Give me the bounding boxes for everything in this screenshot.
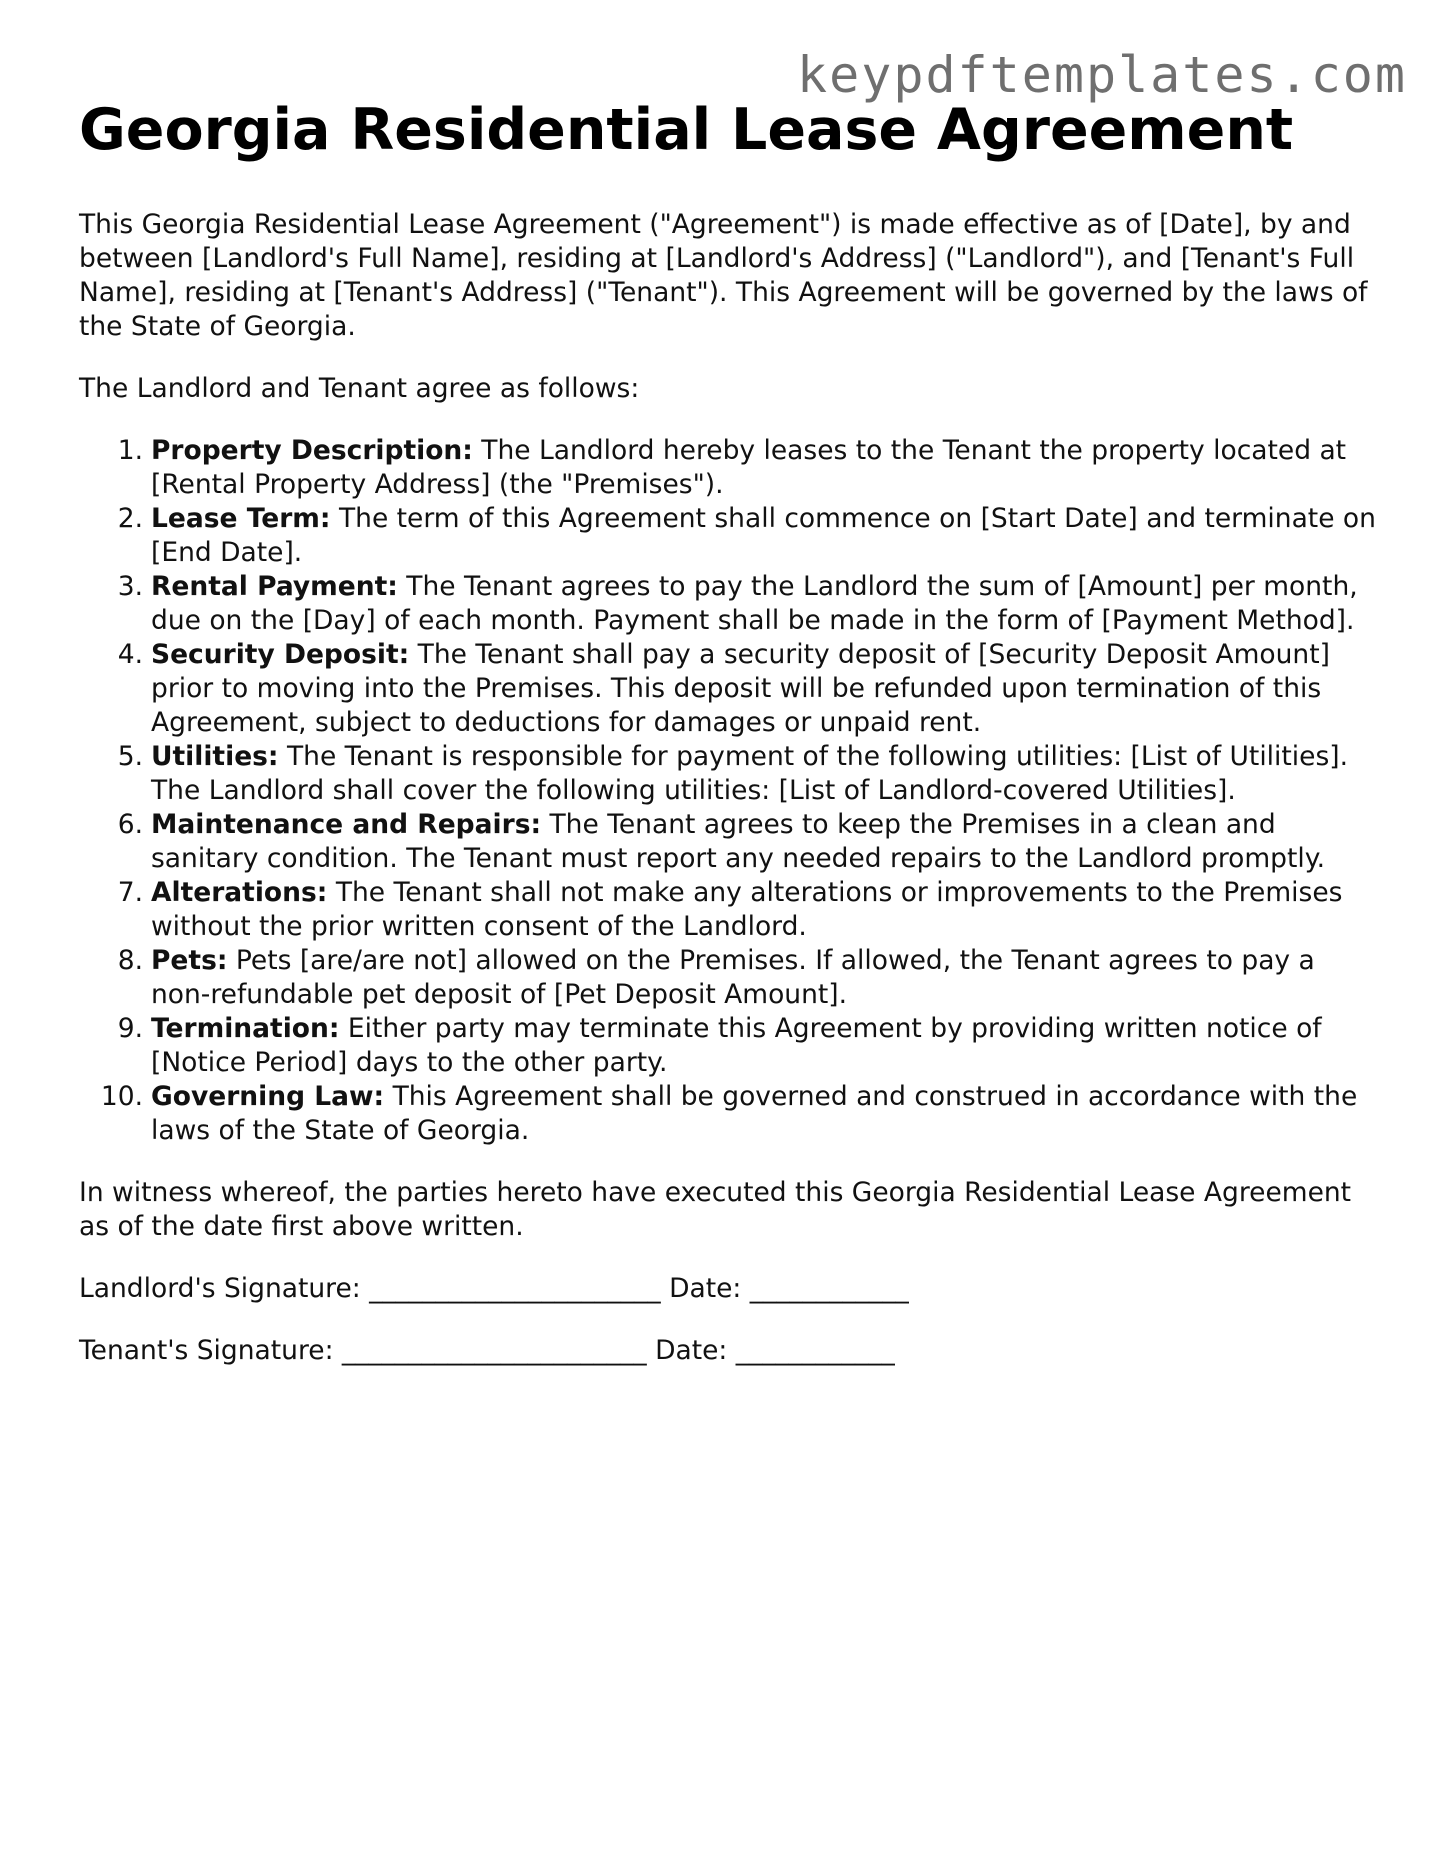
item-number: 9. <box>117 1013 143 1044</box>
list-item <box>79 638 1379 740</box>
item-number: 2. <box>117 503 143 534</box>
list-item <box>79 502 1379 570</box>
document-title: Georgia Residential Lease Agreement <box>79 97 1294 163</box>
term-text: The Landlord hereby leases to the Tenant the property located at [Rental Property Address] (the "Premises"). <box>151 435 1347 500</box>
term-title: Property Description: <box>151 435 473 466</box>
landlord-signature-line: Landlord's Signature: ______________________ Date: ____________ <box>79 1273 909 1304</box>
item-number: 8. <box>117 945 143 976</box>
term-text: This Agreement shall be governed and construed in accordance with the laws of the State of Georgia. <box>151 1081 1358 1146</box>
list-item <box>79 944 1379 1012</box>
term-title: Pets: <box>151 945 228 976</box>
item-number: 4. <box>117 639 143 670</box>
term-text: The Tenant shall not make any alterations or improvements to the Premises without the prior written consent of the Landlord. <box>151 877 1343 942</box>
item-number: 6. <box>117 809 143 840</box>
term-title: Maintenance and Repairs: <box>151 809 542 840</box>
item-number: 10. <box>100 1081 143 1112</box>
terms-list <box>79 434 1379 1148</box>
term-text: The Tenant is responsible for payment of the following utilities: [List of Utilities]. The Landlord shall cover the following utilities: [List of Landlord-covered Utilities]. <box>151 741 1349 806</box>
list-item <box>79 1080 1379 1148</box>
closing-paragraph: In witness whereof, the parties hereto have executed this Georgia Residential Lease Agreement as of the date first above written. <box>79 1177 1352 1242</box>
term-title: Security Deposit: <box>151 639 410 670</box>
term-text: The Tenant agrees to pay the Landlord the sum of [Amount] per month, due on the [Day] of each month. Payment shall be made in the form of [Payment Method]. <box>151 571 1358 636</box>
term-title: Rental Payment: <box>151 571 398 602</box>
term-text: The Tenant shall pay a security deposit of [Security Deposit Amount] prior to moving into the Premises. This deposit will be refunded upon termination of this Agreement, subject to deductions for damages or unpaid rent. <box>151 639 1330 738</box>
tenant-signature-line: Tenant's Signature: _______________________ Date: ____________ <box>79 1335 895 1366</box>
term-text: The Tenant agrees to keep the Premises in a clean and sanitary condition. The Tenant must report any needed repairs to the Landlord promptly. <box>151 809 1326 874</box>
item-number: 1. <box>117 435 143 466</box>
item-number: 3. <box>117 571 143 602</box>
term-title: Utilities: <box>151 741 279 772</box>
item-number: 5. <box>117 741 143 772</box>
item-number: 7. <box>117 877 143 908</box>
term-title: Alterations: <box>151 877 328 908</box>
watermark: keypdftemplates.com <box>797 46 1407 104</box>
term-text: Either party may terminate this Agreement by providing written notice of [Notice Period] days to the other party. <box>151 1013 1322 1078</box>
term-title: Lease Term: <box>151 503 331 534</box>
term-text: The term of this Agreement shall commence on [Start Date] and terminate on [End Date]. <box>151 503 1376 568</box>
list-item <box>79 434 1379 502</box>
list-item <box>79 808 1379 876</box>
list-item <box>79 570 1379 638</box>
list-item <box>79 876 1379 944</box>
list-item <box>79 740 1379 808</box>
term-text: Pets [are/are not] allowed on the Premises. If allowed, the Tenant agrees to pay a non-refundable pet deposit of [Pet Deposit Amount]. <box>151 945 1315 1010</box>
lead-paragraph: The Landlord and Tenant agree as follows: <box>79 373 640 404</box>
list-item <box>79 1012 1379 1080</box>
term-title: Governing Law: <box>151 1081 385 1112</box>
intro-paragraph: This Georgia Residential Lease Agreement ("Agreement") is made effective as of [Date], by and between [Landlord's Full Name], residing at [Landlord's Address] ("Landlord"), and [Tenant's Full Name], residing at [Tenant's Address] ("Tenant"). This Agreement will be governed by the laws of the State of Georgia. <box>79 209 1368 342</box>
term-title: Termination: <box>151 1013 340 1044</box>
document-body <box>79 208 1379 1396</box>
